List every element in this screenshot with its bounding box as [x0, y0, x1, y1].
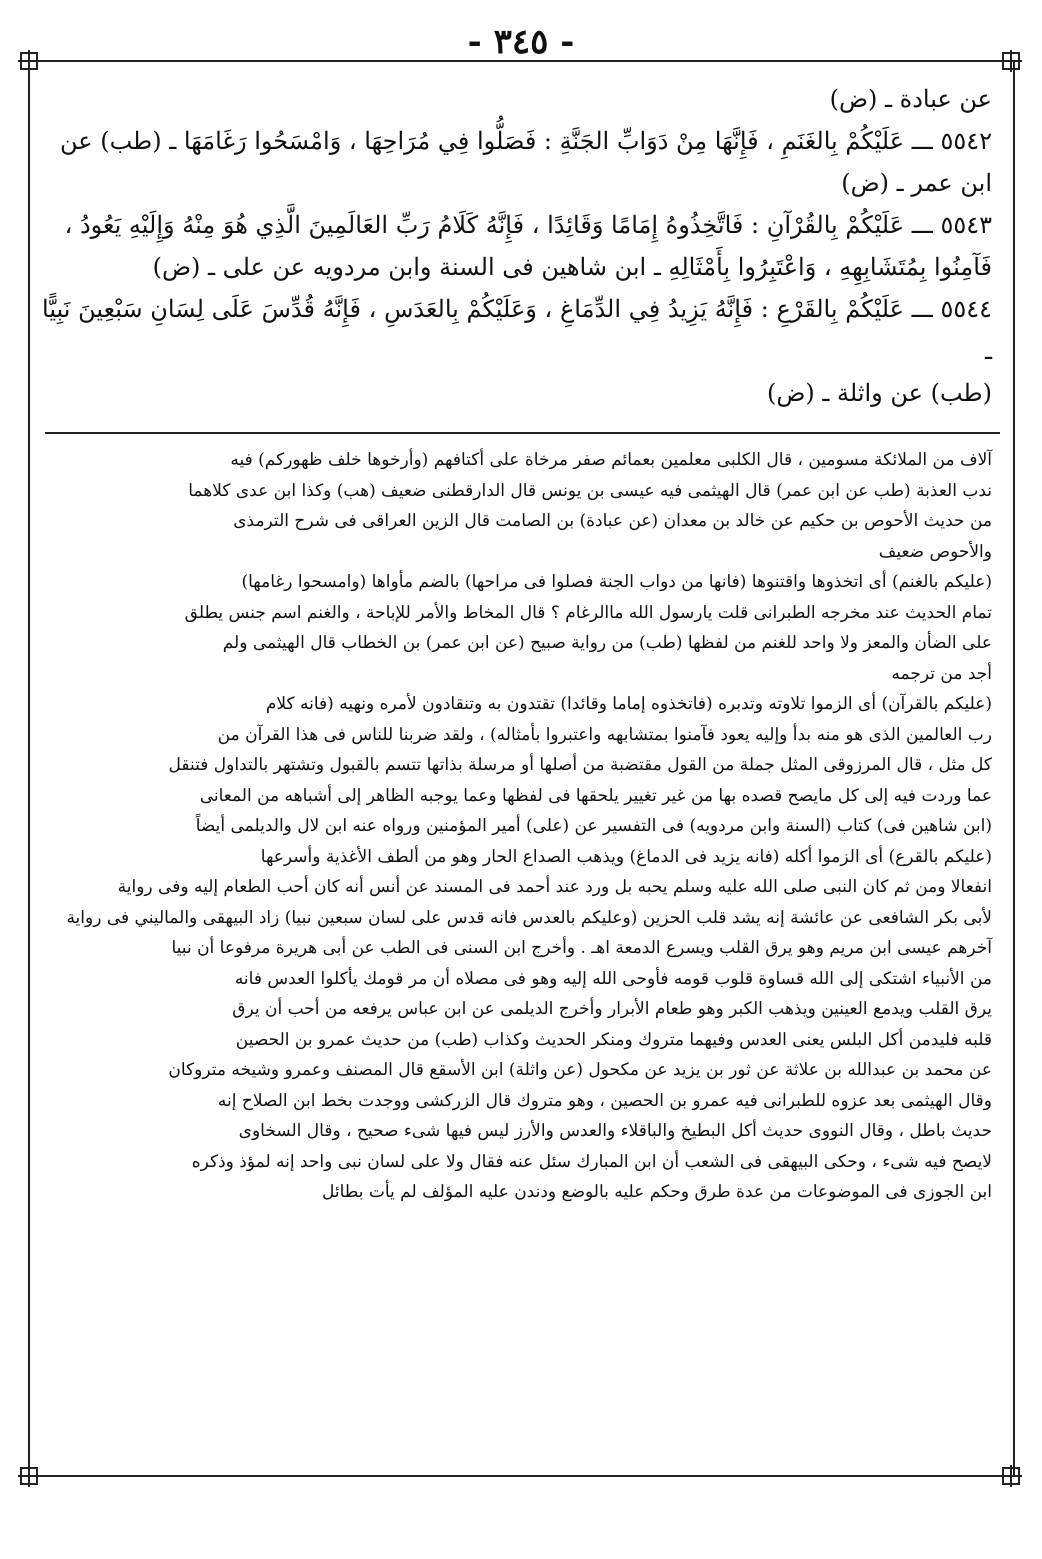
- top-rule: [18, 60, 1021, 62]
- commentary-text: [37, 445, 992, 1208]
- commentary-line: ندب العذبة (طب عن ابن عمر) قال الهيثمى فيه عيسى بن يونس قال الدارقطنى ضعيف (هب) وكذا ابن عدى كلاهما: [188, 480, 992, 501]
- commentary-line: كل مثل ، قال المرزوقى المثل جملة من القول مقتضبة من أصلها أو مرسلة بذاتها تتسم بالقبول وتشتهر بالتداول فتنقل: [168, 755, 992, 775]
- corner-ornament-icon: [1000, 50, 1022, 72]
- section-divider: [45, 432, 1000, 434]
- main-line: ابن عمر ـ (ض): [841, 169, 992, 197]
- hadith-5544: ٥٥٤٤ ـــ عَلَيْكُمْ بِالقَرْعِ : فَإِنَّهُ يَزِيدُ فِي الدِّمَاغِ ، وَعَلَيْكُمْ بِالعَدَسِ ، فَإِنَّهُ قُدِّسَ عَلَى لِسَانِ سَبْعِينَ نَبِيًّا ـ: [42, 295, 992, 365]
- commentary-line: ابن الجوزى فى الموضوعات من عدة طرق وحكم عليه بالوضع ودندن عليه المؤلف لم يأت بطائل: [322, 1182, 992, 1202]
- commentary-line: تمام الحديث عند مخرجه الطبرانى قلت يارسول الله ماالرغام ؟ قال المخاط والأمر للإباحة ، والغنم اسم جنس يطلق: [184, 602, 992, 623]
- corner-ornament-icon: [18, 1465, 40, 1487]
- commentary-line: عن محمد بن عبدالله بن علاثة عن ثور بن يزيد عن مكحول (عن واثلة) ابن الأسقع قال المصنف وعمرو وشيخه متروكان: [168, 1060, 992, 1080]
- page-number: - ٣٤٥ -: [467, 22, 575, 62]
- commentary-line: قلبه فليدمن أكل البلس يعنى العدس وفيهما متروك ومنكر الحديث وكذاب (طب) من حديث عمرو بن الحصين: [235, 1029, 992, 1050]
- commentary-line: يرق القلب ويدمع العينين ويذهب الكبر وهو طعام الأبرار وأخرج الديلمى عن ابن عباس يرفعه من أحب أن يرق: [232, 999, 992, 1019]
- commentary-line: على الضأن والمعز ولا واحد للغنم من لفظها (طب) من رواية صبيح (عن ابن عمر) بن الخطاب قال الهيثمى ولم: [222, 633, 992, 653]
- commentary-line: (عليكم بالقرع) أى الزموا أكله (فانه يزيد فى الدماغ) ويذهب الصداع الحار وهو من ألطف الأغذية وأسرعها: [260, 846, 992, 867]
- hadith-main-text: [42, 78, 992, 414]
- commentary-line: (عليكم بالغنم) أى اتخذوها واقتنوها (فانها من دواب الجنة فصلوا فى مراحها) بالضم مأواها (وامسحوا رغامها): [241, 572, 992, 592]
- hadith-5543: ٥٥٤٣ ـــ عَلَيْكُمْ بِالقُرْآنِ : فَاتَّخِذُوهُ إِمَامًا وَقَائِدًا ، فَإِنَّهُ كَلَامُ رَبِّ العَالَمِينَ الَّذِي هُوَ مِنْهُ وَإِلَيْهِ يَعُودُ ،: [64, 211, 992, 239]
- commentary-line: عما وردت فيه إلى كل مايصح قصده بها من غير تغيير يلحقها فى لفظها وعما يوجبه الظاهر إلى أشباهه من المعانى: [199, 785, 992, 806]
- main-line: عن عبادة ـ (ض): [829, 85, 992, 113]
- commentary-line: من الأنبياء اشتكى إلى الله قساوة قلوب قومه فأوحى الله إليه وهو فى مصلاه أن مر قومك يأكلوا العدس فانه: [234, 968, 992, 989]
- commentary-line: والأحوص ضعيف: [878, 541, 992, 562]
- commentary-line: آخرهم عيسى ابن مريم وهو يرق القلب ويسرع الدمعة اهـ . وأخرج ابن السنى فى الطب عن أبى هريرة مرفوعا أن نبيا: [171, 938, 992, 958]
- commentary-line: رب العالمين الذى هو منه بدأ وإليه يعود فآمنوا بمتشابهه واعتبروا بأمثاله) ، ولقد ضربنا للناس فى هذا القرآن من: [217, 724, 992, 745]
- hadith-5542: ٥٥٤٢ ـــ عَلَيْكُمْ بِالغَنَمِ ، فَإِنَّهَا مِنْ دَوَابِّ الجَنَّةِ : فَصَلُّوا فِي مُرَاحِهَا ، وَامْسَحُوا رَغَامَهَا ـ (طب) عن: [59, 127, 992, 155]
- commentary-line: (عليكم بالقرآن) أى الزموا تلاوته وتدبره (فاتخذوه إماما وقائدا) تقتدون به وتنقادون لأمره ونهيه (فانه كلام: [265, 694, 992, 714]
- corner-ornament-icon: [18, 50, 40, 72]
- commentary-line: (ابن شاهين فى) كتاب (السنة وابن مردويه) فى التفسير عن (على) أمير المؤمنين ورواه عنه ابن لال والديلمى أيضاً: [195, 816, 992, 836]
- commentary-line: من حديث الأحوص بن حكيم عن خالد بن معدان (عن عبادة) بن الصامت قال الزين العراقى فى شرح الترمذى: [233, 511, 992, 531]
- corner-ornament-icon: [1000, 1465, 1022, 1487]
- main-line: (طب) عن واثلة ـ (ض): [766, 379, 992, 407]
- commentary-line: انفعالا ومن ثم كان النبى صلى الله عليه وسلم يحبه بل ورد عند أحمد فى المسند عن أنس أنه كان أحب الطعام إليه وفى رواية: [117, 877, 992, 897]
- commentary-line: وقال الهيثمى بعد عزوه للطبرانى فيه عمرو بن الحصين ، وهو متروك قال الزركشى ووجدت بخط ابن الصلاح إنه: [217, 1090, 992, 1111]
- main-line: فَآمِنُوا بِمُتَشَابِهِهِ ، وَاعْتَبِرُوا بِأَمْثَالِهِ ـ ابن شاهين فى السنة وابن مردويه عن على ـ (ض): [152, 253, 992, 281]
- commentary-line: لأبى بكر الشافعى عن عائشة إنه يشد قلب الحزين (وعليكم بالعدس فانه قدس على لسان سبعين نبيا) زاد البيهقى والماليني فى رواية: [66, 907, 992, 928]
- commentary-line: أجد من ترجمه: [891, 663, 992, 684]
- commentary-line: لايصح فيه شىء ، وحكى البيهقى فى الشعب أن ابن المبارك سئل عنه فقال ولا على لسان نبى واحد إنه لمؤذ وذكره: [191, 1151, 992, 1172]
- bottom-rule: [18, 1475, 1021, 1477]
- commentary-line: حديث باطل ، وقال النووى حديث أكل البطيخ والباقلاء والعدس والأرز ليس فيها شىء صحيح ، وقال السخاوى: [238, 1121, 992, 1141]
- commentary-line: آلاف من الملائكة مسومين ، قال الكلبى معلمين بعمائم صفر مرخاة على أكتافهم (وأرخوها خلف ظهوركم) فيه: [230, 450, 992, 470]
